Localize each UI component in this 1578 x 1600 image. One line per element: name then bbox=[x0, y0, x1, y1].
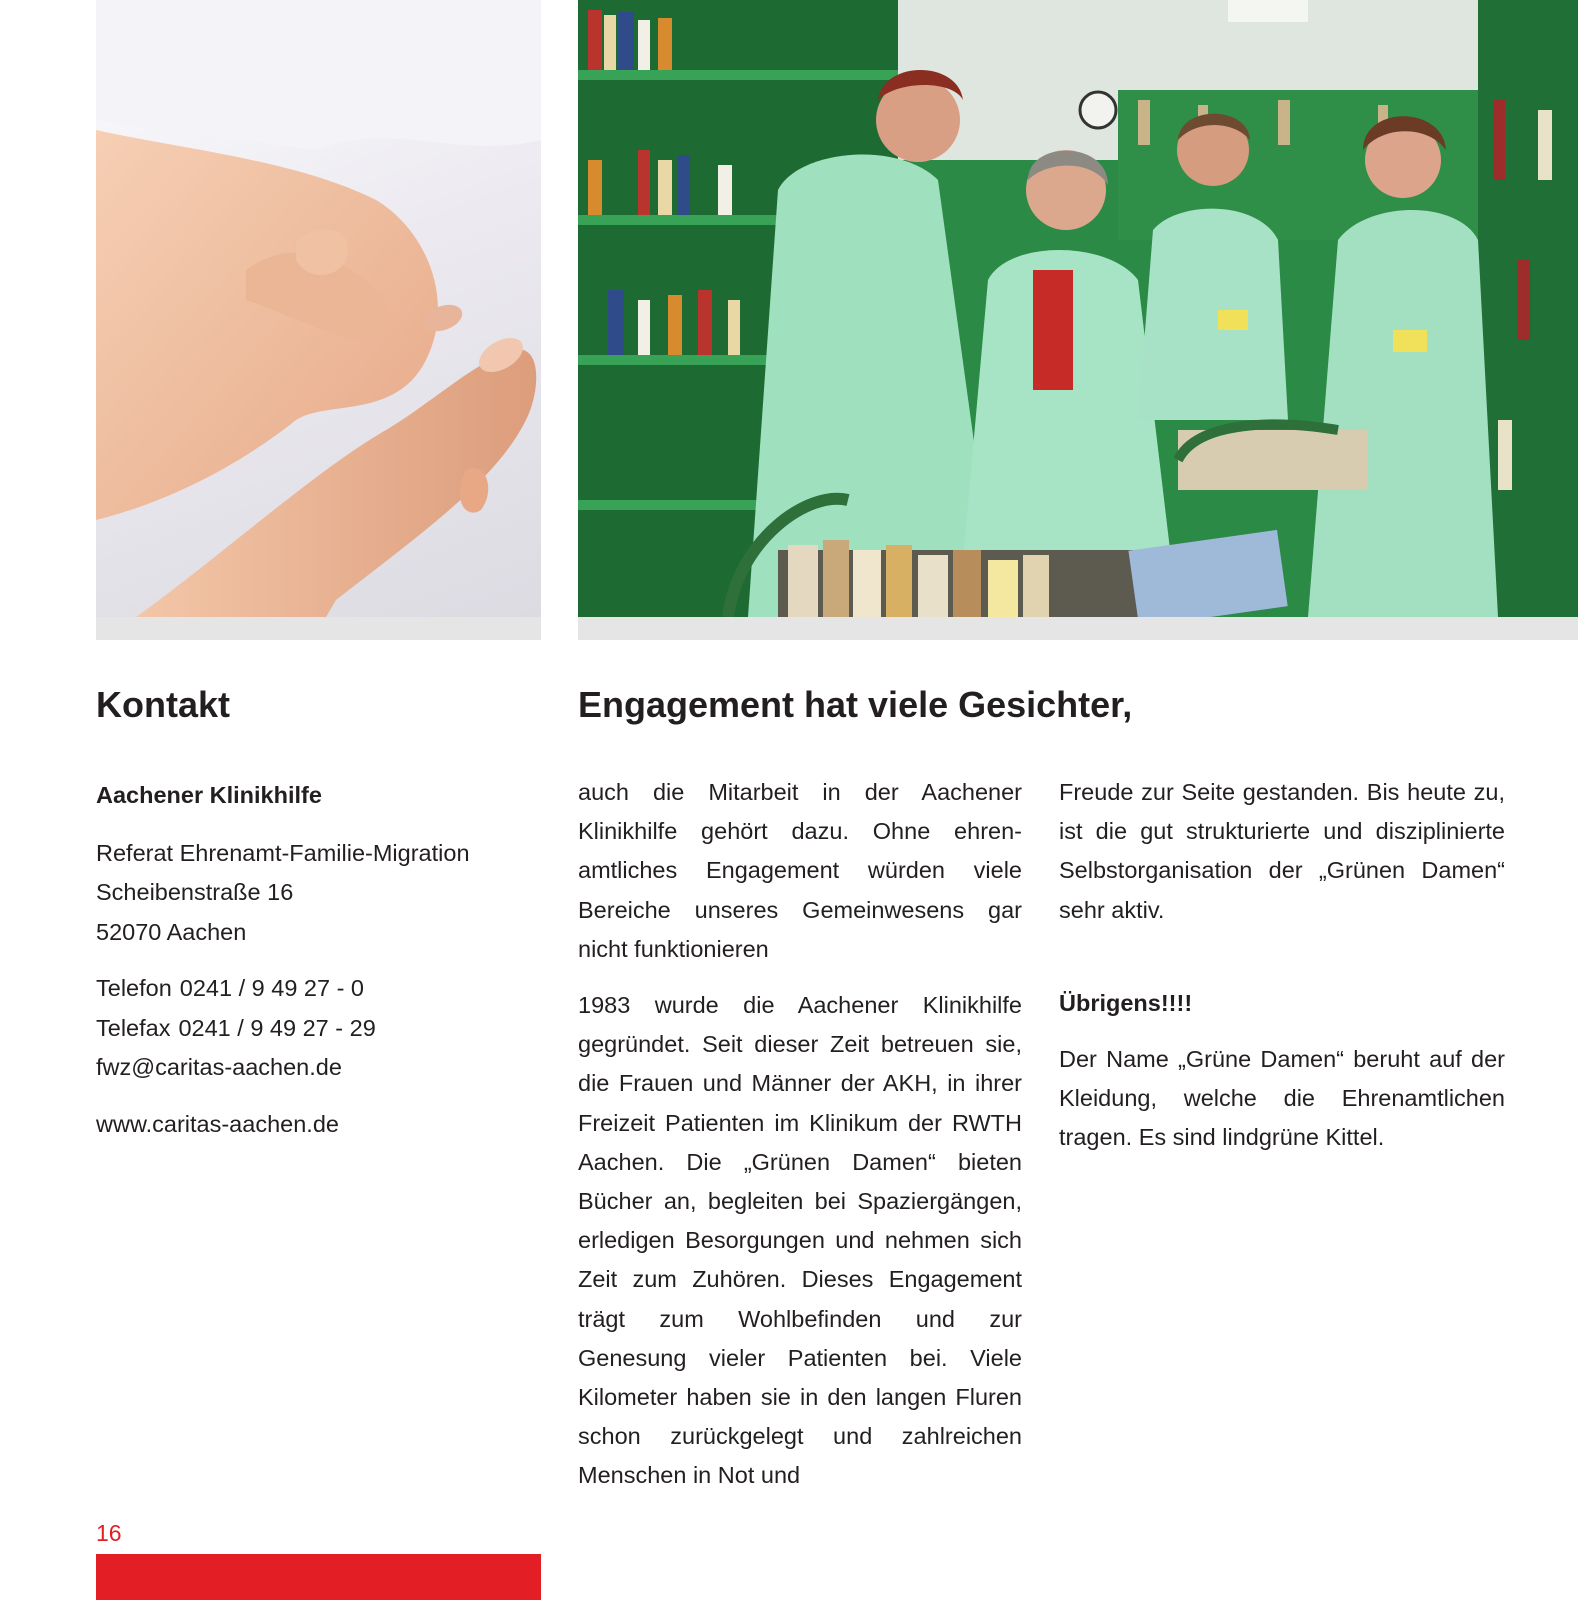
phone-line bbox=[96, 969, 541, 1009]
email-link[interactable]: fwz@caritas-aachen.de bbox=[96, 1054, 342, 1080]
article-paragraph: Freude zur Seite gestanden. Bis heute zu, ist die gut strukturierte und disziplinierte Selbstorganisation der „Grünen Damen“ sehr aktiv. bbox=[1059, 779, 1505, 923]
photo-caption-bar bbox=[96, 617, 541, 640]
fax-number: 0241 / 9 49 27 - 29 bbox=[178, 1014, 376, 1041]
photo-caption-bar bbox=[578, 617, 1578, 640]
article-column-left bbox=[578, 773, 1022, 1496]
contact-heading: Kontakt bbox=[96, 684, 230, 725]
phone-label: Telefon bbox=[96, 975, 172, 1001]
library-illustration bbox=[578, 0, 1578, 617]
article-paragraph: 1983 wurde die Aachener Klinikhilfe gegründet. Seit dieser Zeit betreuen sie, die Frauen und Männer der AKH, in ihrer Freizeit Patienten im Klinikum der RWTH Aachen. Die „Grünen Damen“ bieten Bücher an, begleiten bei Spaziergängen, erledigen Besorgungen und nehmen sich Zeit zum Zuhören. Dieses Engagement trägt zum Wohlbefinden und zur Genesung vieler Patienten bei. Viele Kilometer haben sie in den langen Fluren schon zurückgelegt und zahlreichen Menschen in Not und bbox=[578, 992, 1022, 1489]
organization-name: Aachener Klinikhilfe bbox=[96, 782, 322, 808]
website-link[interactable]: www.caritas-aachen.de bbox=[96, 1110, 339, 1137]
street-address: Scheibenstraße 16 bbox=[96, 879, 294, 905]
page-number: 16 bbox=[96, 1520, 122, 1546]
department: Referat Ehrenamt-Familie-Migration bbox=[96, 839, 470, 866]
photo-hands bbox=[96, 0, 541, 617]
article-heading: Engagement hat viele Gesichter, bbox=[578, 684, 1133, 725]
city-address: 52070 Aachen bbox=[96, 918, 247, 945]
fax-label: Telefax bbox=[96, 1014, 171, 1041]
photo-library bbox=[578, 0, 1578, 617]
article-paragraph: auch die Mitarbeit in der Aachener Klinikhilfe gehört dazu. Ohne ehrenamtliches Engagement würden viele Bereiche unseres Gemeinwesens gar nicht funktionieren bbox=[578, 779, 1022, 962]
fax-line bbox=[96, 1009, 541, 1049]
hands-illustration bbox=[96, 0, 541, 617]
phone-number: 0241 / 9 49 27 - 0 bbox=[179, 975, 365, 1001]
article-column-right bbox=[1059, 773, 1505, 1158]
footer-red-bar bbox=[96, 1554, 541, 1600]
article-subheading: Übrigens!!!! bbox=[1059, 989, 1193, 1016]
article-paragraph: Der Name „Grüne Damen“ beruht auf der Kleidung, welche die Ehrenamtlichen tragen. Es sind lindgrüne Kittel. bbox=[1059, 1046, 1505, 1151]
contact-block bbox=[96, 776, 541, 1144]
